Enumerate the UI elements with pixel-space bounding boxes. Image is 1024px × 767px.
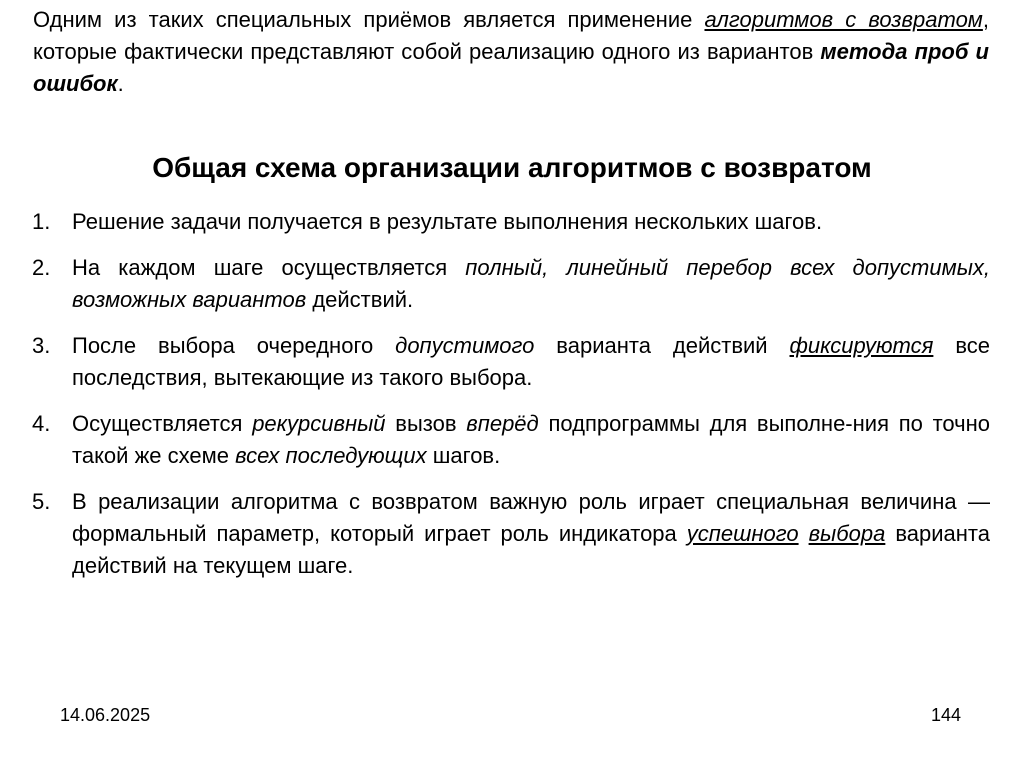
step-emphasis-underlined: фиксируются bbox=[789, 333, 934, 358]
step-text bbox=[72, 408, 990, 472]
step-text-part: подпрограммы для выполне-ния по точно такой же схеме bbox=[72, 411, 990, 468]
step-text-part: Решение задачи получается в результате выполнения нескольких шагов. bbox=[72, 209, 823, 234]
step-text bbox=[72, 252, 990, 316]
list-item bbox=[32, 252, 990, 316]
step-text-part: все последствия, вытекающие из такого выбора. bbox=[72, 333, 990, 390]
step-emphasis-underlined: выбора bbox=[808, 521, 886, 546]
step-emphasis: вперёд bbox=[466, 411, 539, 436]
list-item bbox=[32, 206, 990, 238]
step-text-part: Осуществляется bbox=[72, 411, 253, 436]
step-text-part: действий. bbox=[306, 287, 414, 312]
step-emphasis: полный, линейный перебор всех допустимых, возможных вариантов bbox=[72, 255, 990, 312]
step-text-part: На каждом шаге осуществляется bbox=[72, 255, 466, 280]
list-item bbox=[32, 330, 990, 394]
step-text-part: В реализации алгоритма с возвратом важную роль играет специальная величина — формальный параметр, который играет роль индикатора bbox=[72, 489, 990, 546]
step-text-part: варианта действий на текущем шаге. bbox=[72, 521, 990, 578]
step-text-part: После выбора очередного bbox=[72, 333, 396, 358]
footer-date: 14.06.2025 bbox=[60, 705, 151, 725]
section-heading: Общая схема организации алгоритмов с возвратом bbox=[152, 152, 872, 183]
page-number: 144 bbox=[931, 705, 962, 725]
step-emphasis: допустимого bbox=[395, 333, 535, 358]
list-item bbox=[32, 408, 990, 472]
steps-list bbox=[32, 206, 990, 596]
intro-text: Одним из таких специальных приёмов является применение bbox=[33, 7, 705, 32]
step-emphasis: всех последующих bbox=[235, 443, 427, 468]
step-number: 2. bbox=[32, 255, 51, 280]
step-number: 3. bbox=[32, 333, 51, 358]
step-text-part bbox=[799, 521, 809, 546]
step-number: 5. bbox=[32, 489, 51, 514]
step-text-part: шагов. bbox=[426, 443, 501, 468]
step-emphasis: рекурсивный bbox=[252, 411, 386, 436]
intro-term-backtracking: алгоритмов с возвратом bbox=[704, 7, 983, 32]
step-text-part: вызов bbox=[385, 411, 467, 436]
step-text-part: варианта действий bbox=[534, 333, 790, 358]
step-text bbox=[72, 206, 990, 238]
step-text bbox=[72, 486, 990, 582]
list-item bbox=[32, 486, 990, 582]
step-number: 4. bbox=[32, 411, 51, 436]
step-number: 1. bbox=[32, 209, 51, 234]
intro-text: , которые фактически представляют собой реализацию одного из вариантов bbox=[33, 7, 990, 64]
intro-text: . bbox=[117, 71, 124, 96]
step-text bbox=[72, 330, 990, 394]
intro-paragraph bbox=[33, 4, 989, 100]
intro-term-trial-error: метода проб и ошибок bbox=[33, 39, 989, 96]
step-emphasis-underlined: успешного bbox=[686, 521, 799, 546]
